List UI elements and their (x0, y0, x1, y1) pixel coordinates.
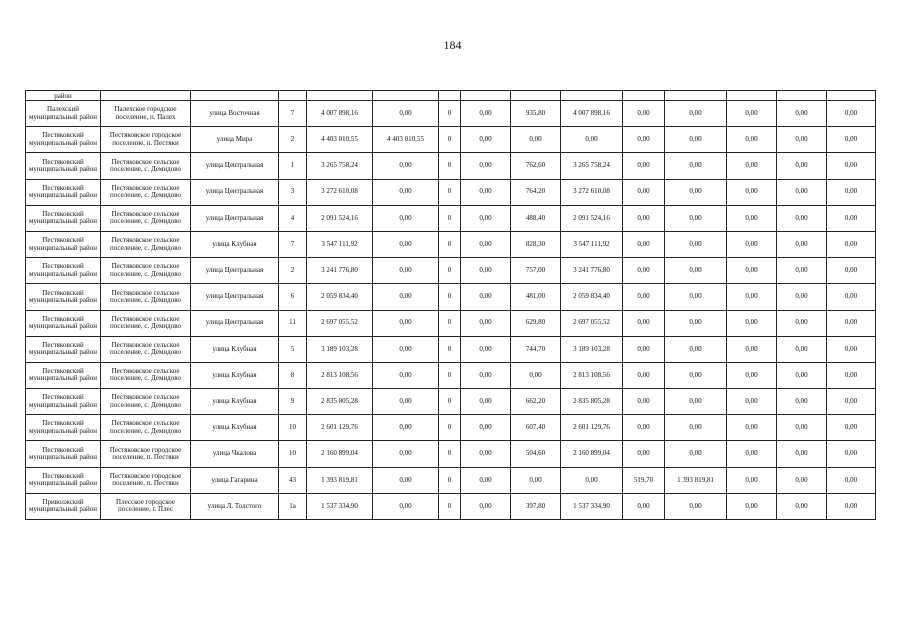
table-cell: 0,00 (827, 231, 876, 257)
table-cell: 0,00 (727, 127, 777, 153)
table-cell: 0,00 (623, 493, 665, 519)
table-cell: Пестяковское сельское поселение, с. Демидово (101, 362, 191, 388)
table-row (26, 441, 876, 467)
table-cell: 0,00 (461, 284, 511, 310)
table-row (26, 284, 876, 310)
table-cell: 0,00 (623, 336, 665, 362)
table-cell: 0,00 (665, 258, 727, 284)
table-cell: 0,00 (461, 336, 511, 362)
table-cell: 3 189 103,28 (561, 336, 623, 362)
table-row (26, 362, 876, 388)
table-cell: 0 (439, 362, 461, 388)
table-cell: 2 091 524,16 (307, 205, 373, 231)
table-cell: район (26, 91, 101, 101)
table-cell: 0 (439, 258, 461, 284)
table-cell: улица Центральная (191, 179, 279, 205)
table-cell: 0,00 (827, 284, 876, 310)
table-cell: 397,80 (511, 493, 561, 519)
table-cell: Пестяковский муниципальный район (26, 179, 101, 205)
table-row (26, 336, 876, 362)
table-cell: Пестяковское сельское поселение, с. Демидово (101, 284, 191, 310)
table-cell: Пестяковское сельское поселение, с. Демидово (101, 153, 191, 179)
table-cell: 0,00 (623, 258, 665, 284)
table-cell: 2 601 129,76 (307, 415, 373, 441)
table-cell: 0,00 (373, 231, 439, 257)
table-cell: 0,00 (373, 179, 439, 205)
table-cell: 0,00 (461, 205, 511, 231)
table-cell: 2 (279, 258, 307, 284)
table-cell: 0,00 (461, 310, 511, 336)
table-cell: 0,00 (461, 231, 511, 257)
table-cell: 0,00 (461, 415, 511, 441)
table-cell: 0,00 (777, 362, 827, 388)
table-cell: 0,00 (665, 493, 727, 519)
table-cell: 0,00 (727, 205, 777, 231)
table-cell: 744,70 (511, 336, 561, 362)
table-cell: 0,00 (373, 493, 439, 519)
table-cell: 0,00 (623, 127, 665, 153)
table-cell (511, 91, 561, 101)
table-cell: 0,00 (777, 467, 827, 493)
table-cell: 0,00 (777, 284, 827, 310)
table-cell: 3 265 758,24 (307, 153, 373, 179)
table-cell: 0,00 (827, 336, 876, 362)
table-cell (665, 91, 727, 101)
table-cell: 1 (279, 153, 307, 179)
table-cell: 0,00 (727, 441, 777, 467)
table-cell (727, 91, 777, 101)
table-cell: 1а (279, 493, 307, 519)
table-cell: улица Центральная (191, 205, 279, 231)
table-cell: улица Л. Толстого (191, 493, 279, 519)
table-cell: 3 265 758,24 (561, 153, 623, 179)
table-cell: 0,00 (827, 205, 876, 231)
table-cell (623, 91, 665, 101)
table-cell: Пестяковский муниципальный район (26, 362, 101, 388)
table-cell: 0,00 (665, 127, 727, 153)
table-cell: 0,00 (777, 389, 827, 415)
table-cell: 0,00 (827, 179, 876, 205)
table-cell: 0,00 (827, 467, 876, 493)
page-number: 184 (443, 38, 462, 52)
table-cell: 0 (439, 127, 461, 153)
table-cell: 0,00 (777, 493, 827, 519)
table-cell: 0,00 (827, 389, 876, 415)
table-cell: Палехский муниципальный район (26, 101, 101, 127)
table-cell: 1 393 819,81 (307, 467, 373, 493)
table-cell: 0,00 (727, 467, 777, 493)
table-cell: 764,20 (511, 179, 561, 205)
table-cell: Пестяковское городское поселение, п. Пестяки (101, 467, 191, 493)
table-cell: 3 272 610,08 (561, 179, 623, 205)
table-cell: 0 (439, 153, 461, 179)
table-cell: 0,00 (623, 205, 665, 231)
table-cell: 0,00 (777, 441, 827, 467)
table-row (26, 179, 876, 205)
table-cell: 0,00 (373, 101, 439, 127)
table-cell: улица Клубная (191, 336, 279, 362)
table-cell: Пестяковский муниципальный район (26, 467, 101, 493)
table-cell: 0,00 (623, 441, 665, 467)
table-cell: 0,00 (511, 362, 561, 388)
table-cell: 607,40 (511, 415, 561, 441)
table-cell: 0,00 (827, 127, 876, 153)
table-cell: 757,00 (511, 258, 561, 284)
table-cell: 0,00 (665, 362, 727, 388)
table-cell: 0 (439, 493, 461, 519)
table-cell: Пестяковское сельское поселение, с. Демидово (101, 231, 191, 257)
table-cell: 7 (279, 101, 307, 127)
table-cell: Палехское городское поселение, п. Палех (101, 101, 191, 127)
table-cell: 0 (439, 389, 461, 415)
table-cell: 7 (279, 231, 307, 257)
table-cell: Пестяковский муниципальный район (26, 441, 101, 467)
table-cell: Пестяковский муниципальный район (26, 153, 101, 179)
table-body (26, 91, 876, 520)
table-cell: Пестяковское сельское поселение, с. Демидово (101, 415, 191, 441)
table-row (26, 310, 876, 336)
table-cell: 10 (279, 441, 307, 467)
table-cell: 0,00 (373, 310, 439, 336)
table-cell: 4 007 898,16 (307, 101, 373, 127)
table-cell: 0,00 (727, 284, 777, 310)
table-cell: 0,00 (777, 205, 827, 231)
table-cell: 0,00 (623, 179, 665, 205)
table-cell: 0,00 (665, 336, 727, 362)
table-cell: 0,00 (373, 284, 439, 310)
table-cell: 2 813 108,56 (307, 362, 373, 388)
table-cell: 4 007 898,16 (561, 101, 623, 127)
table-cell: 0,00 (727, 101, 777, 127)
table-cell: Приволжский муниципальный район (26, 493, 101, 519)
table-cell: 0,00 (373, 389, 439, 415)
table-cell: 0,00 (373, 441, 439, 467)
table-cell: 0,00 (827, 415, 876, 441)
table-cell: 2 813 108,56 (561, 362, 623, 388)
table-cell: 0,00 (827, 101, 876, 127)
table-cell: Пестяковское городское поселение, п. Пестяки (101, 127, 191, 153)
table-cell: 0,00 (777, 310, 827, 336)
table-cell: 0,00 (373, 205, 439, 231)
table-cell: 0,00 (623, 101, 665, 127)
table-cell: 8 (279, 362, 307, 388)
table-cell: улица Мира (191, 127, 279, 153)
table-cell: 488,40 (511, 205, 561, 231)
table-cell: 0,00 (827, 362, 876, 388)
table-cell: 5 (279, 336, 307, 362)
table-cell: 2 601 129,76 (561, 415, 623, 441)
table-cell: 0,00 (373, 467, 439, 493)
table-cell (827, 91, 876, 101)
table-cell: 0 (439, 441, 461, 467)
table-cell (373, 91, 439, 101)
table-cell: 0,00 (777, 101, 827, 127)
table-cell: 0,00 (727, 153, 777, 179)
table-cell: 0,00 (777, 153, 827, 179)
table-cell: 0,00 (827, 441, 876, 467)
table-row (26, 231, 876, 257)
table-cell: 0,00 (727, 310, 777, 336)
table-cell: 0,00 (623, 153, 665, 179)
table-cell: 0,00 (727, 336, 777, 362)
table-cell: Пестяковский муниципальный район (26, 284, 101, 310)
table-cell: 935,80 (511, 101, 561, 127)
table-cell: 0 (439, 284, 461, 310)
table-cell: Плесское городское поселение, г. Плес (101, 493, 191, 519)
table-row (26, 467, 876, 493)
table-cell: 6 (279, 284, 307, 310)
table-cell: 9 (279, 389, 307, 415)
table-cell: 0,00 (665, 153, 727, 179)
table-cell: 4 403 010,55 (373, 127, 439, 153)
table-cell: Пестяковский муниципальный район (26, 415, 101, 441)
table-cell: 2 697 055,52 (561, 310, 623, 336)
table-cell: 2 091 524,16 (561, 205, 623, 231)
table-cell: 0,00 (727, 362, 777, 388)
table-cell: Пестяковский муниципальный район (26, 231, 101, 257)
table-cell: 10 (279, 415, 307, 441)
table-cell: 662,20 (511, 389, 561, 415)
table-cell: Пестяковский муниципальный район (26, 258, 101, 284)
table-cell: 0,00 (461, 467, 511, 493)
table-cell: 3 547 111,92 (561, 231, 623, 257)
table-cell: 0,00 (623, 231, 665, 257)
table-cell: 0,00 (461, 153, 511, 179)
table-cell: 0,00 (665, 179, 727, 205)
table-cell: 0,00 (777, 231, 827, 257)
table-cell: 504,60 (511, 441, 561, 467)
table-cell: 4 403 010,55 (307, 127, 373, 153)
table-cell: 519,70 (623, 467, 665, 493)
table-row (26, 389, 876, 415)
table-cell: 0,00 (511, 467, 561, 493)
table-cell: 11 (279, 310, 307, 336)
table-cell: Пестяковское сельское поселение, с. Демидово (101, 310, 191, 336)
table-cell: улица Клубная (191, 362, 279, 388)
table-cell: 0,00 (777, 258, 827, 284)
table-cell: 0,00 (777, 415, 827, 441)
table-cell: Пестяковский муниципальный район (26, 205, 101, 231)
table-cell: 0,00 (561, 467, 623, 493)
table-cell (101, 91, 191, 101)
table-cell: Пестяковский муниципальный район (26, 336, 101, 362)
table-cell: 0,00 (727, 415, 777, 441)
table-cell: 0,00 (623, 310, 665, 336)
table-cell: улица Центральная (191, 258, 279, 284)
table-cell: 3 241 776,80 (561, 258, 623, 284)
table-cell: 3 241 776,80 (307, 258, 373, 284)
table-cell: 0 (439, 415, 461, 441)
table-cell: 629,80 (511, 310, 561, 336)
table-cell: Пестяковский муниципальный район (26, 127, 101, 153)
table-cell: 3 272 610,08 (307, 179, 373, 205)
table-cell: 481,00 (511, 284, 561, 310)
table-cell: 2 160 899,04 (307, 441, 373, 467)
table-cell: 0,00 (623, 415, 665, 441)
table-row (26, 205, 876, 231)
table-cell: 0,00 (373, 258, 439, 284)
table-cell: 0,00 (461, 127, 511, 153)
table-cell: 0,00 (827, 258, 876, 284)
table-cell: улица Гагарина (191, 467, 279, 493)
table-cell: 2 835 805,28 (561, 389, 623, 415)
table-cell: 0,00 (623, 362, 665, 388)
table-cell: улица Центральная (191, 284, 279, 310)
table-row-continuation (26, 91, 876, 101)
table-cell: 0,00 (665, 284, 727, 310)
table-cell: Пестяковское сельское поселение, с. Демидово (101, 205, 191, 231)
table-cell: 0,00 (827, 153, 876, 179)
table-cell: 0,00 (461, 258, 511, 284)
table-row (26, 415, 876, 441)
table-cell: 1 537 334,90 (307, 493, 373, 519)
table-cell: 0,00 (373, 153, 439, 179)
table-cell: 0,00 (373, 362, 439, 388)
table-cell: 0,00 (727, 389, 777, 415)
table-cell: 0 (439, 467, 461, 493)
table-cell: Пестяковское сельское поселение, с. Демидово (101, 336, 191, 362)
table-cell: 0,00 (777, 179, 827, 205)
table-cell: улица Центральная (191, 153, 279, 179)
table-cell: 0,00 (623, 389, 665, 415)
table-cell: 2 059 834,40 (307, 284, 373, 310)
table-cell: улица Клубная (191, 389, 279, 415)
table-cell: Пестяковское сельское поселение, с. Демидово (101, 258, 191, 284)
table-cell: 2 059 834,40 (561, 284, 623, 310)
table-cell: Пестяковское сельское поселение, с. Демидово (101, 179, 191, 205)
table-cell: 0,00 (561, 127, 623, 153)
table-cell: 0,00 (777, 127, 827, 153)
table-cell: 0,00 (623, 284, 665, 310)
table-cell: 1 537 334,90 (561, 493, 623, 519)
table-cell: 0,00 (727, 179, 777, 205)
table-row (26, 127, 876, 153)
table-cell: 0,00 (373, 336, 439, 362)
table-cell: 0 (439, 336, 461, 362)
table-cell: 0 (439, 101, 461, 127)
table-cell: 2 (279, 127, 307, 153)
table-row (26, 258, 876, 284)
table-cell: 0,00 (665, 310, 727, 336)
table-cell: 4 (279, 205, 307, 231)
table-cell: 0,00 (461, 101, 511, 127)
table-cell (461, 91, 511, 101)
table-cell: 3 189 103,28 (307, 336, 373, 362)
table-cell: 762,60 (511, 153, 561, 179)
table-cell: 0,00 (511, 127, 561, 153)
registry-table (25, 90, 876, 520)
table-cell: 3 547 111,92 (307, 231, 373, 257)
table-cell: Пестяковское городское поселение, п. Пестяки (101, 441, 191, 467)
table-cell: 0,00 (727, 258, 777, 284)
table-cell: улица Центральная (191, 310, 279, 336)
table-cell: улица Чкалова (191, 441, 279, 467)
table-cell: 0,00 (461, 362, 511, 388)
table-cell: 0,00 (665, 205, 727, 231)
table-cell: 0 (439, 205, 461, 231)
table-cell: Пестяковский муниципальный район (26, 310, 101, 336)
table-cell: 0,00 (727, 493, 777, 519)
table-cell: 0,00 (827, 493, 876, 519)
table-cell: 0 (439, 310, 461, 336)
table-cell: 43 (279, 467, 307, 493)
table-cell: 2 160 899,04 (561, 441, 623, 467)
table-cell (191, 91, 279, 101)
table-cell (307, 91, 373, 101)
table-cell: улица Клубная (191, 415, 279, 441)
table-cell: 0 (439, 231, 461, 257)
table-cell: 0,00 (373, 415, 439, 441)
table-cell: 3 (279, 179, 307, 205)
table-cell: 0,00 (665, 101, 727, 127)
table-cell: 1 393 819,81 (665, 467, 727, 493)
table-cell: 0,00 (727, 231, 777, 257)
table-cell (561, 91, 623, 101)
table-cell: улица Клубная (191, 231, 279, 257)
table-cell (279, 91, 307, 101)
table-cell: 0,00 (777, 336, 827, 362)
table-cell: 0,00 (665, 389, 727, 415)
table-cell (777, 91, 827, 101)
table-cell: 828,30 (511, 231, 561, 257)
table-cell: 0,00 (665, 231, 727, 257)
table-cell: 2 835 805,28 (307, 389, 373, 415)
table-cell: 0,00 (461, 179, 511, 205)
table-cell: 0,00 (461, 441, 511, 467)
table-cell: Пестяковское сельское поселение, с. Демидово (101, 389, 191, 415)
table-cell: 0,00 (665, 415, 727, 441)
table-cell: 2 697 055,52 (307, 310, 373, 336)
table-row (26, 493, 876, 519)
table-cell: улица Восточная (191, 101, 279, 127)
table-cell: 0,00 (827, 310, 876, 336)
table-cell: 0,00 (665, 441, 727, 467)
table-cell: 0,00 (461, 493, 511, 519)
table-cell (439, 91, 461, 101)
table-row (26, 153, 876, 179)
table-cell: 0,00 (461, 389, 511, 415)
table-row (26, 101, 876, 127)
table-cell: 0 (439, 179, 461, 205)
table-cell: Пестяковский муниципальный район (26, 389, 101, 415)
